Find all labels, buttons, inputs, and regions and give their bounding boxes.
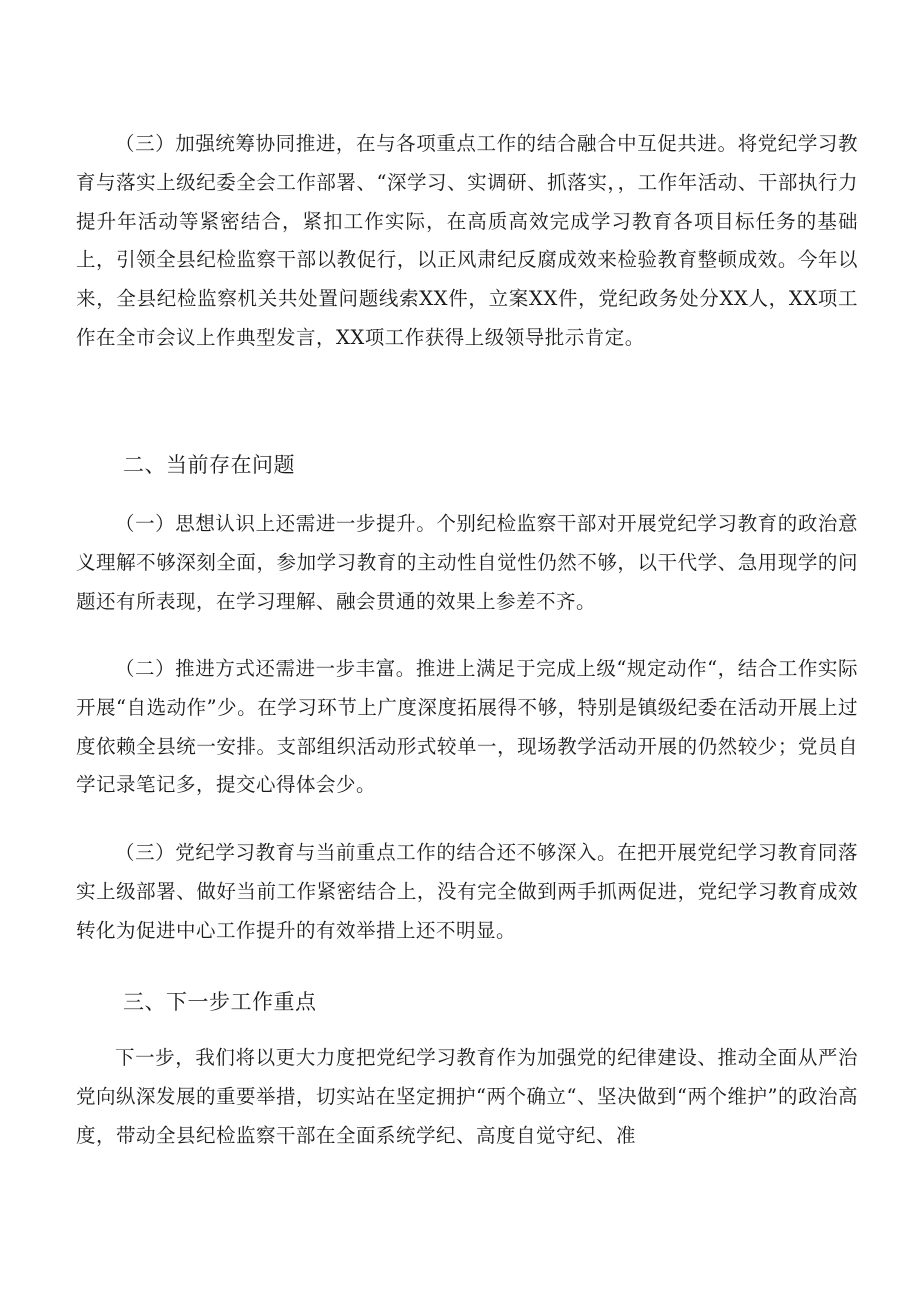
paragraph-coordination: （三）加强统筹协同推进，在与各项重点工作的结合融合中互促共进。将党纪学习教育与落实上级纪委全会工作部署、“深学习、实调研、抓落实，，工作年活动、干部执行力提升年活动等紧密结合，紧扣工作实际，在高质高效完成学习教育各项目标任务的基础上，引领全县纪检监察干部以教促行，以正风肃纪反腐成效来检验教育整顿成效。今年以来，全县纪检监察机关共处置问题线索XX件，立案XX件，党纪政务处分XX人，XX项工作在全市会议上作典型发言，XX项工作获得上级领导批示肯定。 bbox=[76, 132, 858, 349]
paragraph-awareness-problem: （一）思想认识上还需进一步提升。个别纪检监察干部对开展党纪学习教育的政治意义理解不够深刻全面，参加学习教育的主动性自觉性仍然不够，以干代学、急用现学的问题还有所表现，在学习理解、融会贯通的效果上参差不齐。 bbox=[76, 512, 858, 613]
paragraph-integration-problem: （三）党纪学习教育与当前重点工作的结合还不够深入。在把开展党纪学习教育同落实上级部署、做好当前工作紧密结合上，没有完全做到两手抓两促进，党纪学习教育成效转化为促进中心工作提升的有效举措上还不明显。 bbox=[76, 841, 858, 942]
section-heading-next-steps: 三、下一步工作重点 bbox=[123, 990, 317, 1014]
section-heading-current-problems: 二、当前存在问题 bbox=[123, 453, 295, 477]
paragraph-method-problem: （二）推进方式还需进一步丰富。推进上满足于完成上级“规定动作“，结合工作实际开展“自选动作”少。在学习环节上广度深度拓展得不够，特别是镇级纪委在活动开展上过度依赖全县统一安排。支部组织活动形式较单一，现场教学活动开展的仍然较少；党员自学记录笔记多，提交心得体会少。 bbox=[76, 657, 858, 797]
paragraph-next-steps: 下一步，我们将以更大力度把党纪学习教育作为加强党的纪律建设、推动全面从严治党向纵深发展的重要举措，切实站在坚定拥护“两个确立“、坚决做到“两个维护”的政治高度，带动全县纪检监察干部在全面系统学纪、高度自觉守纪、准 bbox=[76, 1046, 858, 1147]
